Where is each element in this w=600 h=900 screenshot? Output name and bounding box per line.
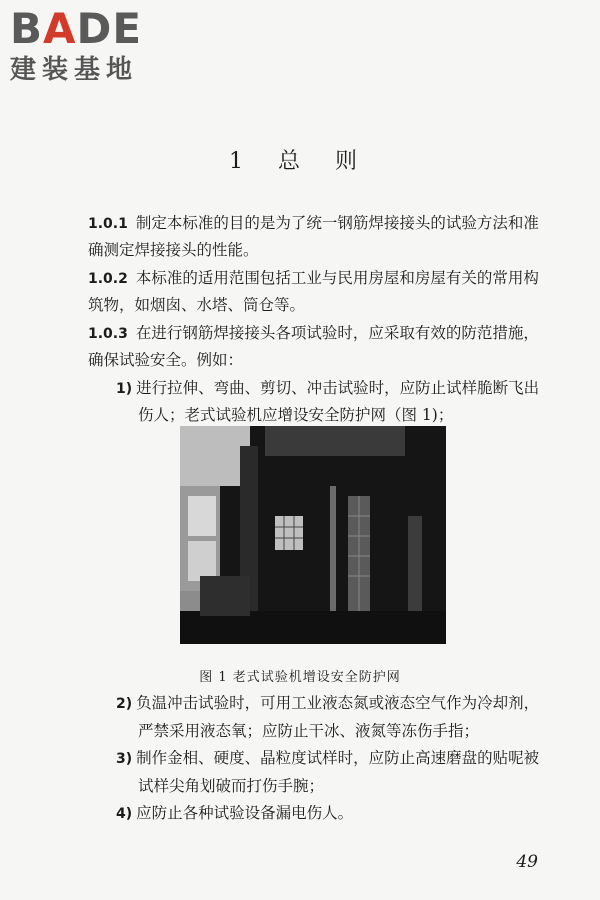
- logo: [10, 6, 180, 86]
- figure-photo: [180, 426, 446, 644]
- page-number: 49: [516, 852, 538, 872]
- logo-wordmark: BADE: [10, 4, 143, 53]
- list-item-3: 3) 制作金相、硬度、晶粒度试样时，应防止高速磨盘的贴呢被试样尖角划破而打伤手腕；: [116, 749, 540, 795]
- body-text: [88, 210, 543, 428]
- paragraph-1-0-1: 1.0.1 制定本标准的目的是为了统一钢筋焊接接头的试验方法和准确测定焊接接头的性能。: [88, 214, 539, 259]
- logo-subtitle: 建装基地: [10, 55, 139, 85]
- testing-machine-photo: [180, 426, 446, 644]
- chapter-title: 1 总 则: [229, 149, 371, 174]
- list-item-4: 4) 应防止各种试验设备漏电伤人。: [116, 804, 354, 822]
- list-item-2: 2) 负温冲击试验时，可用工业液态氮或液态空气作为冷却剂，严禁采用液态氧；应防止干冰、液氮等冻伤手指；: [116, 694, 540, 740]
- list-after-figure: [88, 690, 543, 828]
- paragraph-1-0-2: 1.0.2 本标准的适用范围包括工业与民用房屋和房屋有关的常用构筑物，如烟囱、水塔、筒仓等。: [88, 269, 539, 314]
- figure-caption: 图 1 老式试验机增设安全防护网: [199, 670, 401, 685]
- list-item-1: 1) 进行拉伸、弯曲、剪切、冲击试验时，应防止试样脆断飞出伤人；老式试验机应增设安全防护网（图 1)；: [116, 379, 540, 424]
- paragraph-1-0-3: 1.0.3 在进行钢筋焊接接头各项试验时，应采取有效的防范措施，确保试验安全。例如：: [88, 324, 539, 369]
